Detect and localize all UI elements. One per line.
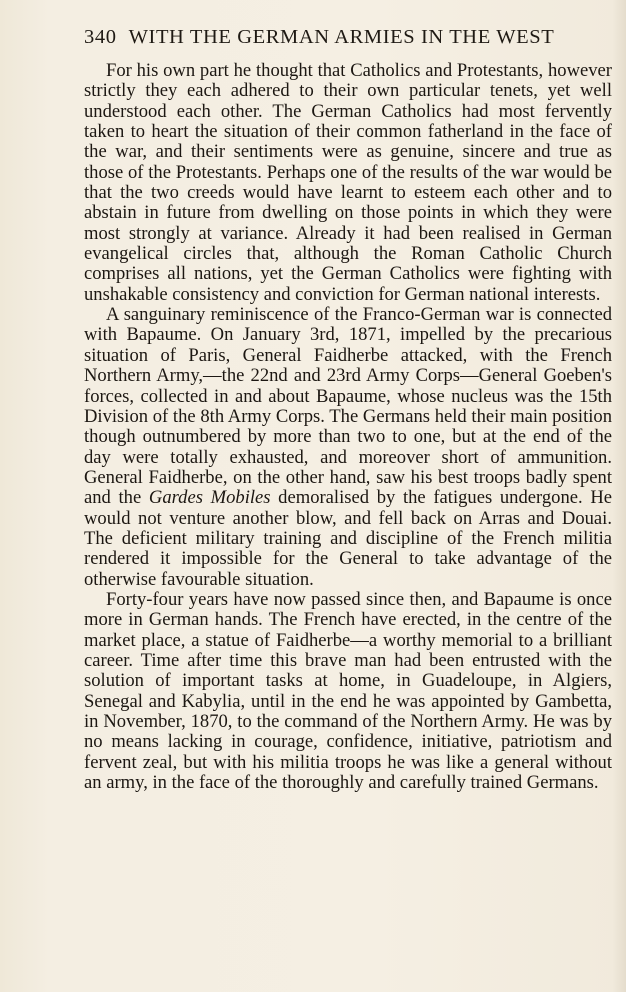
running-title: WITH THE GERMAN ARMIES IN THE WEST: [128, 26, 555, 48]
paragraph-2-before: A sanguinary reminiscence of the Franco-German war is connected with Bapaume. On January 3rd, 1871, impelled by the precarious situation of Paris, General Faidherbe attacked, with the French Northern Army,—the 22nd and 23rd Army Corps—General Goeben's forces, collected in and about Bapaume, whose nucleus was the 15th Division of the 8th Army Corps. The Germans held their main position though outnumbered by more than two to one, but at the end of the day were totally exhausted, and moreover short of ammunition. General Faidherbe, on the other hand, saw his best troops badly spent and the: [84, 304, 612, 509]
page-edge-shadow: [612, 0, 626, 992]
paragraph-2-italic: Gardes Mobiles: [148, 487, 271, 509]
page-number: 340: [84, 26, 117, 48]
running-header: [84, 26, 584, 52]
paragraph-1: For his own part he thought that Catholics and Protestants, however strictly they each adhered to their own particular tenets, yet well understood each other. The German Catholics had most fervently taken to heart the situation of their common fatherland in the face of the war, and their sentiments were as genuine, sincere and true as those of the Protestants. Perhaps one of the results of the war would be that the two creeds would have learnt to esteem each other and to abstain in future from dwelling on those points in which they were most strongly at variance. Already it had been realised in German evangelical circles that, although the Roman Catholic Church comprises all nations, yet the German Catholics were fighting with unshakable consistency and conviction for German national interests.: [84, 60, 612, 305]
paragraph-2-after: demoralised by the fatigues undergone. He would not venture another blow, and fell back on Arras and Douai. The deficient military training and discipline of the French militia rendered it impossible for the General to take advantage of the otherwise favourable situation.: [84, 487, 613, 590]
paragraph-3: Forty-four years have now passed since then, and Bapaume is once more in German hands. The French have erected, in the centre of the market place, a statue of Faidherbe—a worthy memorial to a brilliant career. Time after time this brave man had been entrusted with the solution of important tasks at home, in Guadeloupe, in Algiers, Senegal and Kabylia, until in the end he was appointed by Gambetta, in November, 1870, to the command of the Northern Army. He was by no means lacking in courage, confidence, initiative, patriotism and fervent zeal, but with his militia troops he was like a general without an army, in the face of the thoroughly and carefully trained Germans.: [84, 588, 612, 794]
body-text: [84, 61, 612, 793]
paragraph-2: [84, 305, 612, 590]
